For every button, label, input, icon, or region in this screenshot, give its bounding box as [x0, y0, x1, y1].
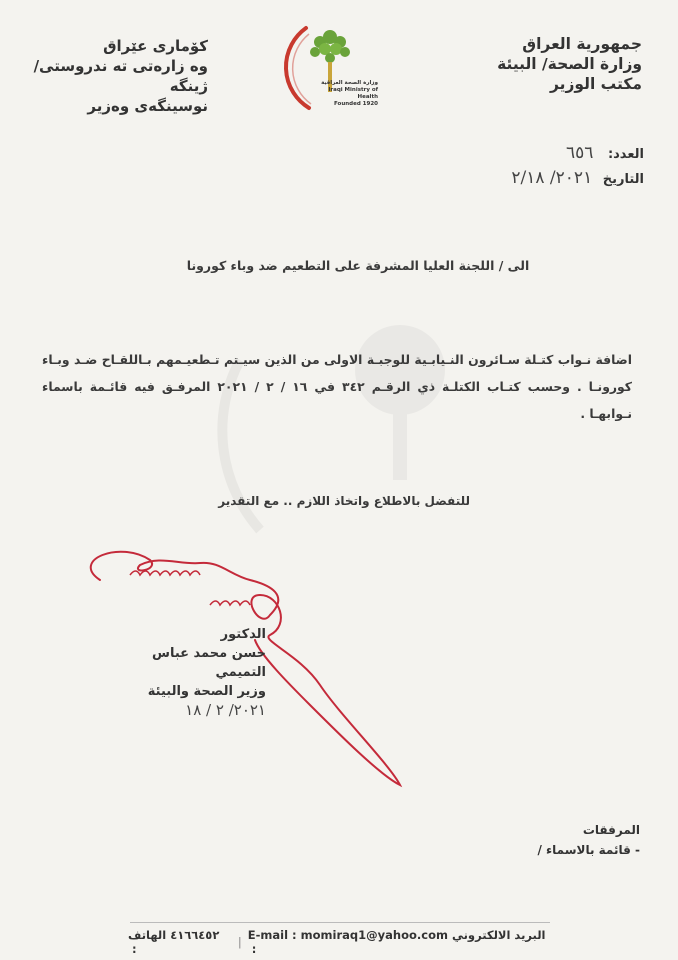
- header-line-country: جمهورية العراق: [522, 35, 642, 53]
- header-ministry-arabic: [452, 34, 642, 94]
- email-value: E-mail : momiraq1@yahoo.com: [247, 928, 448, 942]
- letter-body: اضافة نـواب كتـلة سـائرون النـيابـية للوجبـة الاولى من الذين سيـتم تـطعيـمهم بـاللقـاح ضـد وبـاء كورونـا . وحسب كتـاب الكتلـة ذي الرقـم ٣٤٢ في ١٦ / ٢ / ٢٠٢١ المرفـق فيه قائـمة باسماء نـوابهـا .: [42, 352, 633, 421]
- phone-label: الهاتف :: [128, 928, 167, 956]
- email-label: البريد الالكتروني :: [251, 928, 546, 956]
- attachments-item: - قائمة بالاسماء /: [537, 843, 640, 857]
- header-line-office-kurdish: نوسینگەی وەزیر: [87, 97, 208, 115]
- header-ministry-kurdish: [18, 36, 208, 116]
- logo-watermark: [200, 300, 560, 560]
- signer-position: وزير الصحة والبيئة: [147, 684, 266, 699]
- header-line-ministry: وزارة الصحة/ البيئة: [497, 55, 642, 73]
- ministry-logo: [274, 18, 384, 118]
- phone-value: ٤١٦٦٤٥٢: [170, 928, 220, 942]
- attachments-label: المرفقات: [582, 823, 640, 837]
- reference-date: [511, 168, 644, 188]
- reference-date-label: التاريخ: [602, 172, 644, 187]
- closing-line: للتفضل بالاطلاع واتخاذ اللازم .. مع التقدير: [218, 494, 470, 508]
- reference-number: [566, 143, 644, 163]
- signer-name: حسن محمد عباس التميمي: [152, 646, 266, 680]
- footer-divider: [130, 922, 550, 923]
- footer-contact: [128, 928, 558, 956]
- addressee-line: الى / اللجنة العليا المشرفة على التطعيم ضد وباء كورونا: [186, 258, 530, 273]
- logo-english-text: Iraqi Ministry of Health: [328, 87, 378, 100]
- reference-date-value: ٢٠٢١/ ٢/١٨: [511, 168, 593, 188]
- signer-title: الدكتور: [220, 627, 266, 642]
- logo-arabic-text: وزارة الصحة العراقية: [321, 80, 378, 86]
- footer-separator: |: [237, 935, 242, 949]
- attachments-block: [480, 820, 640, 860]
- logo-founded-text: Founded 1920: [334, 101, 378, 107]
- signer-block: [116, 625, 266, 720]
- reference-number-label: العدد:: [607, 147, 644, 162]
- header-line-office: مكتب الوزير: [550, 75, 642, 93]
- header-line-ministry-kurdish: وه زارەتی تە ندروستی/ ژینگە: [33, 57, 208, 95]
- signed-date: ٢٠٢١/ ٢ / ١٨: [185, 701, 266, 719]
- reference-number-value: ٦٥٦: [566, 143, 594, 163]
- header-line-country-kurdish: كۆماری عێراق: [103, 37, 208, 55]
